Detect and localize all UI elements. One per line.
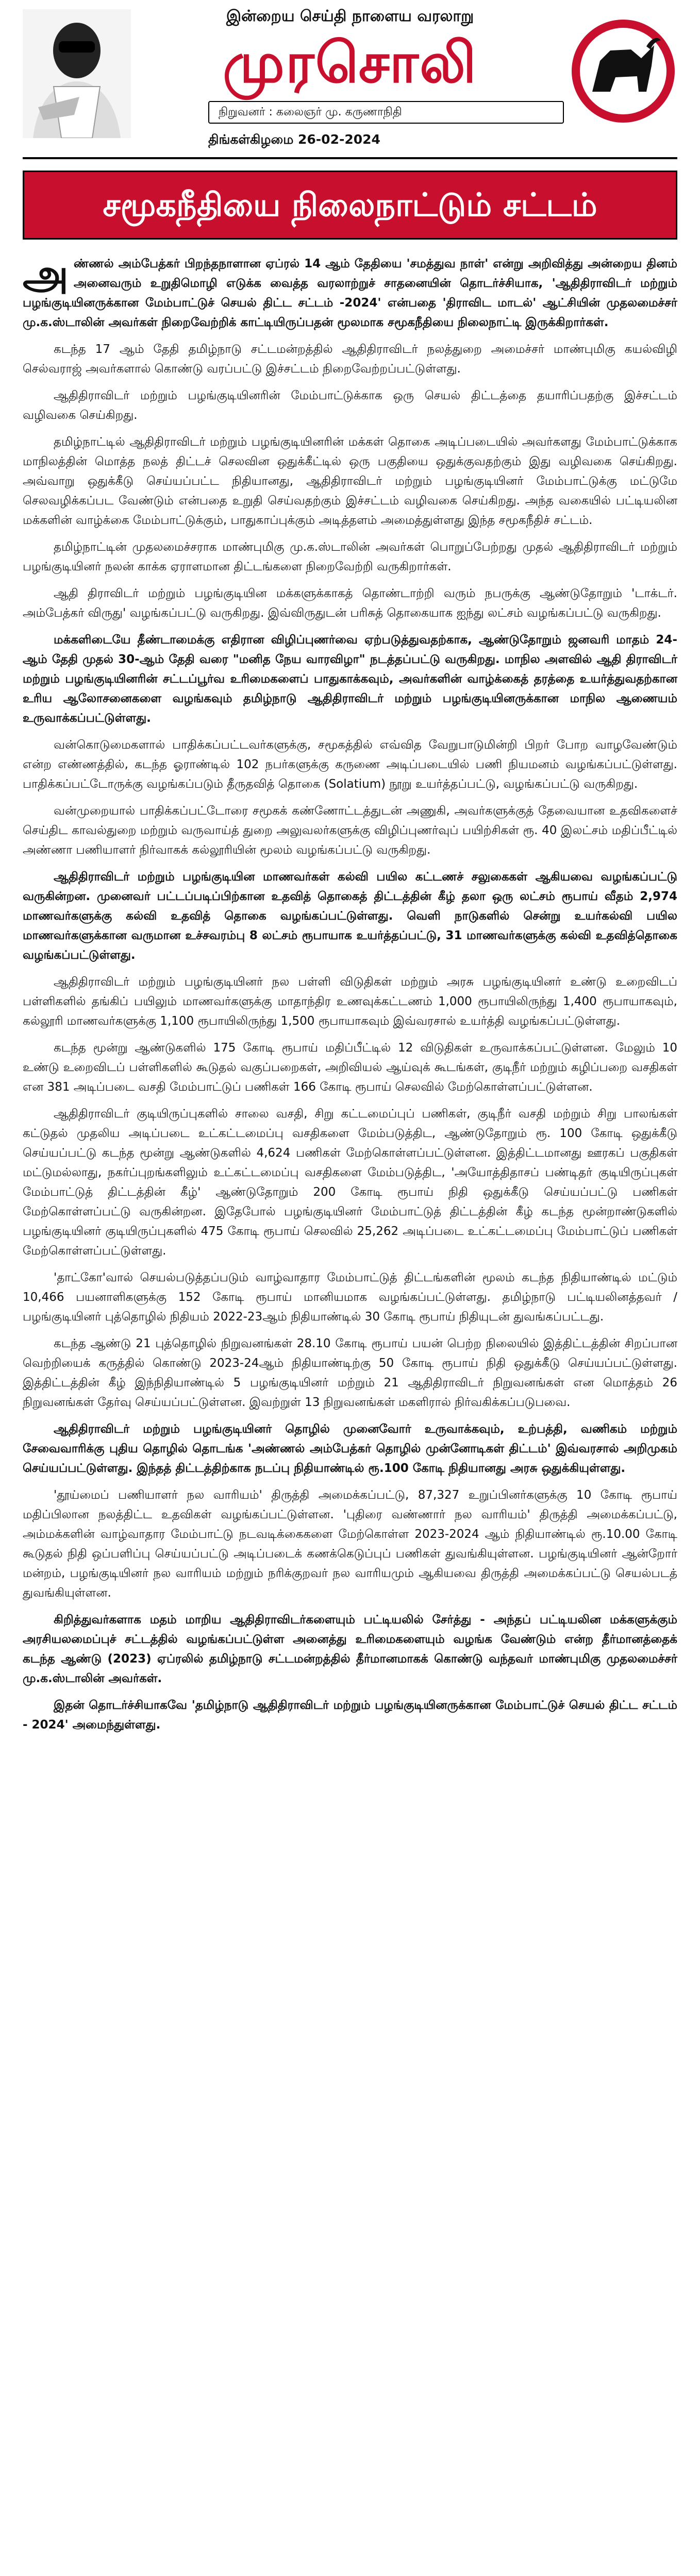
paragraph-text: ஆதிதிராவிடர் மற்றும் பழங்குடியினரின் மேம்பாட்டுக்காக ஒரு செயல் திட்டத்தை தயாரிப்பதற்கு இச்சட்டம் வழிவகை செய்கிறது. — [23, 389, 677, 422]
article-paragraph — [23, 1334, 677, 1412]
article-paragraph — [23, 1696, 677, 1735]
tagline: இன்றைய செய்தி நாளைய வரலாறு — [226, 7, 474, 25]
article-body — [23, 250, 678, 1735]
article-paragraph — [23, 340, 677, 379]
article-paragraph — [23, 1038, 677, 1097]
paragraph-text: மக்களிடையே தீண்டாமைக்கு எதிரான விழிப்புணர்வை ஏற்படுத்துவதற்காக, ஆண்டுதோறும் ஜனவரி மாதம் 24-ஆம் தேதி முதல் 30-ஆம் தேதி வரை "மனித நேய வாரவிழா" நடத்தப்பட்டு வருகிறது. மாநில அளவில் ஆதி திராவிடர் மற்றும் பழங்குடியினரின் சட்டப்பூர்வ உரிமைகளைப் பாதுகாக்கவும், அவர்களின் வாழ்க்கைத் தரத்தை உயர்த்துவதற்கான உரிய ஆலோசனைகளை வழங்கவும் தமிழ்நாடு ஆதிதிராவிடர் மற்றும் பழங்குடியினருக்கான மாநில ஆணையம் உருவாக்கப்பட்டுள்ளது. — [23, 633, 677, 725]
paragraph-text: ஆதிதிராவிடர் மற்றும் பழங்குடியின மாணவர்கள் கல்வி பயில கட்டணச் சலுகைகள் ஆகியவை வழங்கப்பட்டு வருகின்றன. முனைவர் பட்டப்படிப்பிற்கான உதவித் தொகைத் திட்டத்தின் கீழ் தலா ஒரு லட்சம் ரூபாய் வீதம் 2,974 மாணவர்களுக்கு கல்வி உதவித் தொகை வழங்கப்பட்டுள்ளது. வெளி நாடுகளில் சென்று உயர்கல்வி பயில மாணவர்களுக்கான வருமான உச்சவரம்பு 8 லட்சம் ரூபாயாக உயர்த்தப்பட்டு, 31 மாணவர்களுக்கு கல்வி உதவித்தொகை வழங்கப்பட்டுள்ளது. — [23, 870, 677, 962]
newspaper-logo: முரசொலி — [223, 31, 477, 95]
article-paragraph — [23, 1104, 677, 1261]
article-paragraph — [23, 1268, 677, 1327]
paragraph-text: கிறித்துவர்களாக மதம் மாறிய ஆதிதிராவிடர்களையும் பட்டியலில் சேர்த்து - அந்தப் பட்டியலின மக்களுக்கும் அரசியலமைப்புச் சட்டத்தில் வழங்கப்பட்டுள்ள அனைத்து உரிமைகளையும் வழங்க வேண்டும் என்ற தீர்மானத்தைக் கடந்த ஆண்டு (2023) ஏப்ரலில் தமிழ்நாடு சட்டமன்றத்தில் தீர்மானமாகக் கொண்டு வந்தவர் மாண்புமிகு முதலமைச்சர் மு.க.ஸ்டாலின் அவர்கள். — [23, 1613, 678, 1685]
article-paragraph — [23, 386, 677, 425]
founder-line: நிறுவனர் : கலைஞர் மு. கருணாநிதி — [208, 101, 564, 124]
article-paragraph — [23, 537, 677, 577]
article-paragraph — [23, 1419, 677, 1478]
paragraph-text: கடந்த மூன்று ஆண்டுகளில் 175 கோடி ரூபாய் மதிப்பீட்டில் 12 விடுதிகள் உருவாக்கப்பட்டுள்ளன. மேலும் 10 உண்டு உறைவிடப் பள்ளிகளில் கூடுதல் வகுப்பறைகள், அறிவியல் ஆய்வுக் கூடங்கள், குடிநீர் மற்றும் கழிப்பறை வசதிகள் என 381 அடிப்படை வசதி மேம்பாட்டுப் பணிகள் 166 கோடி ரூபாய் செலவில் மேற்கொள்ளப்பட்டுள்ளன. — [23, 1041, 677, 1094]
article-paragraph — [23, 584, 677, 623]
drop-cap: அ — [23, 250, 69, 298]
paragraph-text: ஆதிதிராவிடர் மற்றும் பழங்குடியினர் தொழில் முனைவோர் உருவாக்கவும், உற்பத்தி, வணிகம் மற்றும் சேவைவாரிக்கு புதிய தொழில் தொடங்க 'அண்ணல் அம்பேத்கர் தொழில் முன்னோடிகள் திட்டம்' இவ்வரசால் அறிமுகம் செய்யப்பட்டுள்ளது. இந்தத் திட்டத்திற்காக நடப்பு நிதியாண்டில் ரூ.100 கோடி நிதியானது அரசு ஒதுக்கியுள்ளது. — [23, 1422, 677, 1475]
paragraph-text: 'தூய்மைப் பணியாளர் நல வாரியம்' திருத்தி அமைக்கப்பட்டு, 87,327 உறுப்பினர்களுக்கு 10 கோடி ரூபாய் மதிப்பிலான நலத்திட்ட உதவிகள் வழங்கப்பட்டுள்ளன. 'புதிரை வண்ணார் நல வாரியம்' திருத்தி அமைக்கப்பட்டு, அம்மக்களின் வாழ்வாதார மேம்பாட்டு நடவடிக்கைகளை மேற்கொள்ள 2023-2024 ஆம் நிதியாண்டில் ரூ.10.00 கோடி கூடுதல் நிதி ஒப்பளிப்பு செய்யப்பட்டு அடிப்படைக் கணக்கெடுப்புப் பணிகள் துவங்கியுள்ளன. பழங்குடியினர் ஆன்றோர் மன்றம், பழங்குடியினர் நல வாரியம் மற்றும் நரிக்குறவர் நல வாரியமும் ஆகியவை திருத்தி அமைக்கப்பட்டு செயல்படத் துவங்கியுள்ளன. — [23, 1488, 677, 1600]
article-paragraph — [23, 1485, 677, 1603]
party-emblem — [569, 9, 677, 133]
headline: சமூகநீதியை நிலைநாட்டும் சட்டம் — [23, 171, 677, 240]
paragraph-text: ண்ணல் அம்பேத்கர் பிறந்தநாளான ஏப்ரல் 14 ஆம் தேதியை 'சமத்துவ நாள்' என்று அறிவித்து அன்றைய தினம் அனைவரும் உறுதிமொழி எடுக்க வைத்த வரலாற்றுச் சாதனையின் தொடர்ச்சியாக, 'ஆதிதிராவிடர் மற்றும் பழங்குடியினருக்கான மேம்பாட்டுச் செயல் திட்ட சட்டம் -2024' என்பதை 'திராவிட மாடல்' ஆட்சியின் முதலமைச்சர் மு.க.ஸ்டாலின் அவர்கள் நிறைவேற்றிக் காட்டியிருப்பதன் மூலமாக சமூகநீதியை நிலைநாட்டி இருக்கிறார்கள். — [23, 257, 677, 329]
article-paragraph — [23, 630, 677, 728]
paragraph-text: ஆதி திராவிடர் மற்றும் பழங்குடியின மக்களுக்காகத் தொண்டாற்றி வரும் நபருக்கு ஆண்டுதோறும் 'டாக்டர். அம்பேத்கர் விருது' வழங்கப்பட்டு வருகிறது. இவ்விருதுடன் பரிசுத் தொகையாக ஐந்து லட்சம் வழங்கப்பட்டு வருகிறது. — [23, 587, 677, 620]
article-paragraph — [23, 432, 677, 530]
article-paragraph — [23, 867, 677, 965]
paragraph-text: ஆதிதிராவிடர் குடியிருப்புகளில் சாலை வசதி, சிறு கட்டமைப்புப் பணிகள், குடிநீர் வசதி மற்றும் சிறு பாலங்கள் கட்டுதல் முதலிய அடிப்படை உட்கட்டமைப்பு வசதிகளை மேம்படுத்திட, ஆண்டுதோறும் ரூ. 100 கோடி ஒதுக்கீடு செய்யப்பட்டு கடந்த மூன்று ஆண்டுகளில் 4,624 பணிகள் மேற்கொள்ளப்பட்டுள்ளன. இத்திட்டமானது ஊரகப் பகுதிகள் மட்டுமல்லாது, நகர்ப்புறங்களிலும் உட்கட்டமைப்பு வசதிகளை மேம்படுத்திட, 'அயோத்திதாசப் பண்டிதர் குடியிருப்புகள் மேம்பாட்டுத் திட்டத்தின் கீழ்' ஆண்டுதோறும் 200 கோடி ரூபாய் நிதி ஒதுக்கீடு செய்யப்பட்டு பணிகள் மேற்கொள்ளப்பட்டு வருகின்றன. இதேபோல் பழங்குடியினர் மேம்பாட்டுத் திட்டத்தின் கீழ் கடந்த மூன்றாண்டுகளில் பழங்குடியினர் குடியிருப்புகளில் 475 கோடி ரூபாய் செலவில் 25,262 அடிப்படை உட்கட்டமைப்பு மேம்பாட்டுப் பணிகள் மேற்கொள்ளப்பட்டுள்ளது. — [23, 1107, 677, 1258]
article-paragraph — [23, 250, 677, 332]
paragraph-text: வன்முறையால் பாதிக்கப்பட்டோரை சமூகக் கண்ணோட்டத்துடன் அணுகி, அவர்களுக்குத் தேவையான உதவிகளைச் செய்திட காவல்துறை மற்றும் வருவாய்த் துறை அலுவலர்களுக்கு விழிப்புணர்வுப் பயிற்சிகள் ரூ. 40 இலட்சம் மதிப்பீட்டில் அண்ணா பணியாளர் நிர்வாகக் கல்லூரியின் மூலம் வழங்கப்பட்டு வருகிறது. — [23, 804, 677, 857]
paragraph-text: தமிழ்நாட்டின் முதலமைச்சராக மாண்புமிகு மு.க.ஸ்டாலின் அவர்கள் பொறுப்பேற்றது முதல் ஆதிதிராவிடர் மற்றும் பழங்குடியினர் நலன் காக்க ஏராளமான திட்டங்களை நிறைவேற்றி வருகிறார்கள். — [23, 540, 677, 573]
paragraph-text: தமிழ்நாட்டில் ஆதிதிராவிடர் மற்றும் பழங்குடியினரின் மக்கள் தொகை அடிப்படையில் அவர்களது மேம்பாட்டுக்காக மாநிலத்தின் மொத்த நலத் திட்டச் செலவின ஒதுக்கீட்டில் ஒரு பகுதியை ஒதுக்குவதற்கும் இது வழிவகை செய்கிறது. அவ்வாறு ஒதுக்கீடு செய்யப்பட்ட நிதியானது, ஆதிதிராவிடர் மற்றும் பழங்குடியினர் மேம்பாட்டுக்கு மட்டுமே செலவழிக்கப்பட வேண்டும் என்பதை உறுதி செய்வதற்கும் இச்சட்டம் வழிவகை செய்கிறது. அந்த வகையில் பட்டியலின மக்களின் வாழ்க்கை மேம்பாட்டுக்கும், பாதுகாப்புக்கும் அடித்தளம் அமைத்துள்ளது இந்த சமூகநீதிச் சட்டம். — [23, 435, 677, 527]
paragraph-text: வன்கொடுமைகளால் பாதிக்கப்பட்டவர்களுக்கு, சமூகத்தில் எவ்வித வேறுபாடுமின்றி பிறர் போற வாழவேண்டும் என்ற எண்ணத்தில், கடந்த ஓராண்டில் 102 நபர்களுக்கு கருணை அடிப்படையில் பணி நியமனம் வழங்கப்பட்டுள்ளது. பாதிக்கப்பட்டோருக்கு வழங்கப்படும் தீருதவித் தொகை (Solatium) நூறு உயர்த்தப்பட்டு, வழங்கப்பட்டு வருகிறது. — [23, 738, 677, 791]
paragraph-text: கடந்த 17 ஆம் தேதி தமிழ்நாடு சட்டமன்றத்தில் ஆதிதிராவிடர் நலத்துறை அமைச்சர் மாண்புமிகு கயல்விழி செல்வராஜ் அவர்களால் கொண்டு வரப்பட்டு இச்சட்டம் நிறைவேற்றப்பட்டுள்ளது. — [23, 343, 677, 376]
publication-date: திங்கள்கிழமை 26-02-2024 — [208, 132, 380, 147]
article-paragraph — [23, 1610, 677, 1688]
paragraph-text: கடந்த ஆண்டு 21 புத்தொழில் நிறுவனங்கள் 28.10 கோடி ரூபாய் பயன் பெற்ற நிலையில் இத்திட்டத்தின் சிறப்பான வெற்றியைக் கருத்தில் கொண்டு 2023-24ஆம் நிதியாண்டிற்கு 50 கோடி ரூபாய் நிதி ஒதுக்கீடு செய்யப்பட்டுள்ளது. இத்திட்டத்தின் கீழ் இந்நிதியாண்டில் 5 பழங்குடியினர் மற்றும் 21 ஆதிதிராவிடர் நிறுவனங்கள் என மொத்தம் 26 நிறுவனங்கள் தேர்வு செய்யப்பட்டுள்ளன. இவற்றுள் 13 நிறுவனங்கள் மகளிரால் நிர்வகிக்கப்படுபவை. — [23, 1337, 677, 1409]
article-paragraph — [23, 735, 677, 794]
masthead — [23, 0, 677, 159]
article-paragraph — [23, 801, 677, 860]
paragraph-text: 'தாட்கோ'வால் செயல்படுத்தப்படும் வாழ்வாதார மேம்பாட்டுத் திட்டங்களின் மூலம் கடந்த நிதியாண்டில் மட்டும் 10,466 பயனாளிகளுக்கு 152 கோடி ரூபாய் மானியமாக வழங்கப்பட்டுள்ளது. தமிழ்நாடு பட்டியலினத்தவர் / பழங்குடியினர் புத்தொழில் நிதியம் 2022-23ஆம் நிதியாண்டில் 30 கோடி ரூபாய் நிதியுடன் துவங்கப்பட்டது. — [23, 1271, 677, 1324]
article-paragraph — [23, 972, 677, 1031]
paragraph-text: ஆதிதிராவிடர் மற்றும் பழங்குடியினர் நல பள்ளி விடுதிகள் மற்றும் அரசு பழங்குடியினர் உண்டு உறைவிடப் பள்ளிகளில் தங்கிப் பயிலும் மாணவர்களுக்கு மாதாந்திர உணவுக்கட்டணம் 1,000 ரூபாயிலிருந்து 1,400 ரூபாயாகவும், கல்லூரி மாணவர்களுக்கு 1,100 ரூபாயிலிருந்து 1,500 ரூபாயாகவும் இவ்வரசால் உயர்த்தி வழங்கப்பட்டுள்ளது. — [23, 975, 677, 1028]
paragraph-text: இதன் தொடர்ச்சியாகவே 'தமிழ்நாடு ஆதிதிராவிடர் மற்றும் பழங்குடியினருக்கான மேம்பாட்டுச் செயல் திட்ட சட்டம் - 2024' அமைந்துள்ளது. — [23, 1699, 677, 1732]
